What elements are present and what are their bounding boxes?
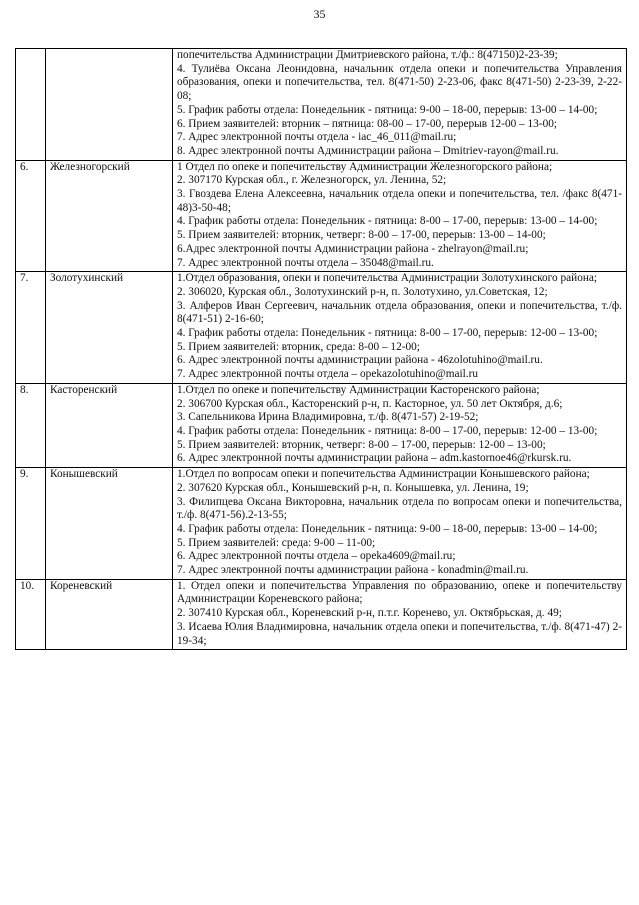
contact-line: 1.Отдел по вопросам опеки и попечительства Администрации Конышевского района; [177, 468, 590, 481]
table-row [16, 579, 627, 650]
contact-line: 4. График работы отдела: Понедельник - пятница: 8-00 – 17-00, перерыв: 12-00 – 13-00; [177, 327, 598, 340]
table-row [16, 383, 627, 467]
table-row [16, 272, 627, 384]
contact-line: 4. График работы отдела: Понедельник - пятница: 8-00 – 17-00, перерыв: 13-00 – 14-00; [177, 215, 598, 228]
row-number: 9. [16, 468, 46, 580]
contact-details [173, 272, 627, 384]
contact-details [173, 579, 627, 650]
contact-line: 2. 307620 Курская обл., Конышевский р-н, п. Конышевка, ул. Ленина, 19; [177, 481, 529, 494]
contact-line: 4. График работы отдела: Понедельник - пятница: 8-00 – 17-00, перерыв: 12-00 – 13-00; [177, 424, 598, 437]
contact-line: 6. Прием заявителей: вторник – пятница: 08-00 – 17-00, перерыв 12-00 – 13-00; [177, 117, 558, 130]
contact-details [173, 468, 627, 580]
contact-details [173, 49, 627, 161]
contact-line: 3. Алферов Иван Сергеевич, начальник отдела образования, опеки и попечительства, т./ф. 8(471-51) 2-16-60; [177, 299, 622, 326]
contact-line: 5. Прием заявителей: вторник, четверг: 8-00 – 17-00, перерыв: 13-00 – 14-00; [177, 229, 546, 242]
district-name: Касторенский [46, 383, 173, 467]
contact-line: 8. Адрес электронной почты Администрации района – Dmitriev-rayon@mail.ru. [177, 144, 559, 157]
contact-line: 7. Адрес электронной почты администрации района - konadmin@mail.ru. [177, 564, 529, 577]
table-row [16, 160, 627, 272]
contact-line: 2. 307410 Курская обл., Кореневский р-н, п.т.г. Коренево, ул. Октябрьская, д. 49; [177, 607, 562, 620]
row-number: 7. [16, 272, 46, 384]
contact-line: 6.Адрес электронной почты Администрации района - zhelrayon@mail.ru; [177, 242, 529, 255]
row-number: 6. [16, 160, 46, 272]
contact-line: 3. Сапельникова Ирина Владимировна, т./ф. 8(471-57) 2-19-52; [177, 411, 479, 424]
contact-line: 7. Адрес электронной почты отдела – 35048@mail.ru. [177, 256, 434, 269]
table-row [16, 468, 627, 580]
contact-line: 3. Исаева Юлия Владимировна, начальник отдела опеки и попечительства, т./ф. 8(471-47) 2-19-34; [177, 620, 622, 647]
contact-line: 5. График работы отдела: Понедельник - пятница: 9-00 – 18-00, перерыв: 13-00 – 14-00; [177, 103, 598, 116]
contact-line: 5. Прием заявителей: вторник, среда: 8-00 – 12-00; [177, 340, 420, 353]
district-name: Конышевский [46, 468, 173, 580]
contact-line: 1 Отдел по опеке и попечительству Администрации Железногорского района; [177, 160, 553, 173]
contact-line: попечительства Администрации Дмитриевского района, т./ф.: 8(47150)2-23-39; [177, 49, 558, 61]
table-row [16, 49, 627, 161]
contact-line: 2. 306700 Курская обл., Касторенский р-н, п. Касторное, ул. 50 лет Октября, д.6; [177, 397, 563, 410]
contact-line: 6. Адрес электронной почты отдела – opeka4609@mail.ru; [177, 550, 456, 563]
contact-line: 4. График работы отдела: Понедельник - пятница: 9-00 – 18-00, перерыв: 13-00 – 14-00; [177, 522, 598, 535]
contact-line: 7. Адрес электронной почты отдела - iac_46_011@mail.ru; [177, 131, 457, 144]
district-name [46, 49, 173, 161]
page-number: 35 [313, 7, 326, 21]
contact-line: 2. 306020, Курская обл., Золотухинский р-н, п. Золотухино, ул.Советская, 12; [177, 285, 548, 298]
contact-line: 5. Прием заявителей: среда: 9-00 – 11-00; [177, 536, 376, 549]
contact-line: 3. Гвоздева Елена Алексеевна, начальник отдела опеки и попечительства, тел. /факс 8(471-48)3-50-48; [177, 188, 622, 214]
contact-line: 6. Адрес электронной почты администрации района - 46zolotuhino@mail.ru. [177, 354, 543, 367]
contact-line: 7. Адрес электронной почты отдела – opekazolotuhino@mail.ru [177, 368, 479, 381]
contact-line: 4. Тулиёва Оксана Леонидовна, начальник отдела опеки и попечительства Управления образования, опеки и попечительства, тел. 8(471-50) 2-23-06, факс 8(471-50) 2-23-39, 2-22-08; [177, 62, 622, 103]
row-number: 8. [16, 383, 46, 467]
district-name: Железногорский [46, 160, 173, 272]
contact-line: 6. Адрес электронной почты администрации района – adm.kastornoe46@rkursk.ru. [177, 452, 572, 465]
contact-line: 1.Отдел по опеке и попечительству Администрации Касторенского района; [177, 383, 540, 396]
district-name: Золотухинский [46, 272, 173, 384]
district-name: Кореневский [46, 579, 173, 650]
contact-line: 3. Филипцева Оксана Викторовна, начальник отдела по вопросам опеки и попечительства, т./ф. 8(471-56).2-13-55; [177, 495, 622, 522]
contact-line: 5. Прием заявителей: вторник, четверг: 8-00 – 17-00, перерыв: 12-00 – 13-00; [177, 438, 546, 451]
contact-line: 2. 307170 Курская обл., г. Железногорск, ул. Ленина, 52; [177, 174, 447, 187]
contact-line: 1.Отдел образования, опеки и попечительства Администрации Золотухинского района; [177, 272, 598, 285]
row-number: 10. [16, 579, 46, 650]
contact-details [173, 160, 627, 272]
contact-line: 1. Отдел опеки и попечительства Управления по образованию, опеке и попечительству Администрации Кореневского района; [177, 579, 622, 606]
row-number [16, 49, 46, 161]
contact-details [173, 383, 627, 467]
guardianship-contacts-table [15, 48, 627, 650]
table-body [16, 49, 627, 650]
